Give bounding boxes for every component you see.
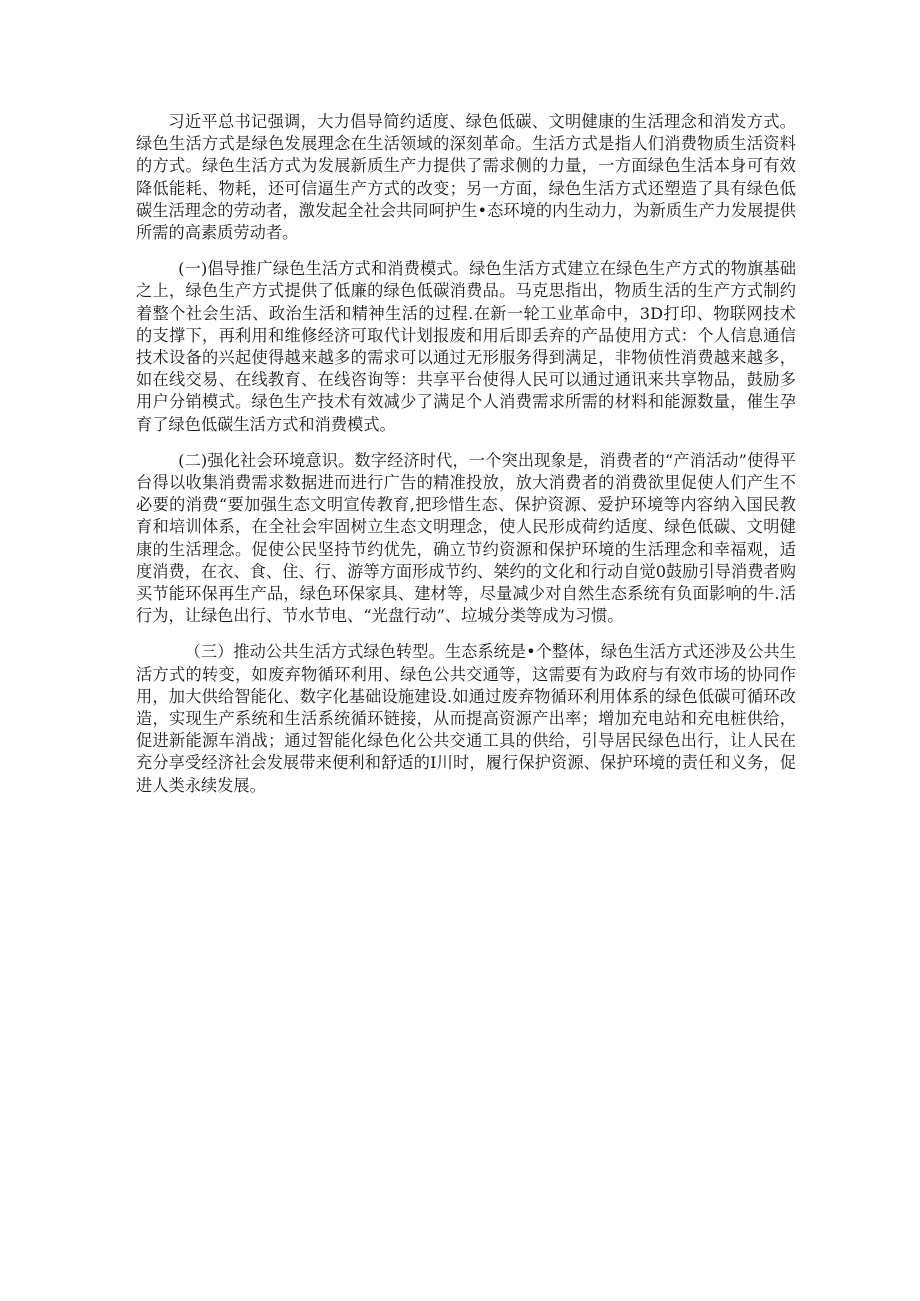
paragraph-intro: 习近平总书记强调，大力倡导简约适度、绿色低碳、文明健康的生活理念和消发方式。绿色生活方式是绿色发展理念在生活领域的深刻革命。生活方式是指人们消费物质生活资料的方式。绿色生活方式为发展新质生产力提供了需求侧的力量，一方面绿色生活本身可有效降低能耗、物耗，还可信逼生产方式的改变；另一方面，绿色生活方式还塑造了具有绿色低碳生活理念的劳动者，激发起全社会共同呵护生•态环境的内生动力，为新质生产力发展提供所需的高素质劳动者。 [136, 112, 796, 243]
paragraph-section-3: （三）推动公共生活方式绿色转型。生态系统是•个整体，绿色生活方式还涉及公共生活方式的转变，如废弃物循环利用、绿色公共交通等，这需要有为政府与有效市场的协同作用，加大供给智能化、数字化基础设施建设.如通过废弃物循环利用体系的绿色低碳可循环改造，实现生产系统和生活系统循环链接，从而提高资源产出率；增加充电站和充电桩供给，促进新能源车消战；通过智能化绿色化公共交通工具的供给，引导居民绿色出行，让人民在充分享受经济社会发展带来便利和舒适的I川时，履行保护资源、保护环境的责任和义务，促进人类永续发展。 [136, 642, 796, 795]
document-body [136, 111, 796, 811]
paragraph-section-2: (二)强化社会环境意识。数字经济时代，一个突出现象是，消费者的“产消活动”使得平台得以收集消费需求数据进而进行广告的精准投放，放大消费者的消费欲里促使人们产生不必要的消费“要加强生态文明宣传教育,把珍惜生态、保护资源、爱护环境等内容纳入国民教育和培训体系，在全社会牢固树立生态文明理念，使人民形成荷约适度、绿色低碳、文明健康的生活理念。促使公民坚持节约优先，确立节约资源和保护环境的生活理念和幸福观，适度消费，在衣、食、住、行、游等方面形成节约、桀约的文化和行动自觉0鼓励引导消费者购买节能环保再生产品，绿色环保家具、建材等，尽量减少对自然生态系统有负面影响的牛.活行为，让绿色出行、节水节电、“光盘行动”、垃城分类等成为习惯。 [136, 450, 796, 626]
paragraph-section-1: (一)倡导推广绿色生活方式和消费模式。绿色生活方式建立在绿色生产方式的物旗基础之上，绿色生产方式提供了低廉的绿色低碳消费品。马克思指出，物质生活的生产方式制约着整个社会生活、政治生活和精神生活的过程.在新一轮工业革命中，3D打印、物联网技术的支撑下，再利用和维修经济可取代计划报废和用后即丢弃的产品使用方式：个人信息通信技术设备的兴起使得越来越多的需求可以通过无形服务得到满足，非物侦性消费越来越多，如在线交易、在线教育、在线咨询等：共享平台使得人民可以通过通讯来共享物品，鼓励多用户分销模式。绿色生产技术有效减少了满足个人消费需求所需的材料和能源数量，催生孕育了绿色低碳生活方式和消费模式。 [136, 259, 796, 434]
